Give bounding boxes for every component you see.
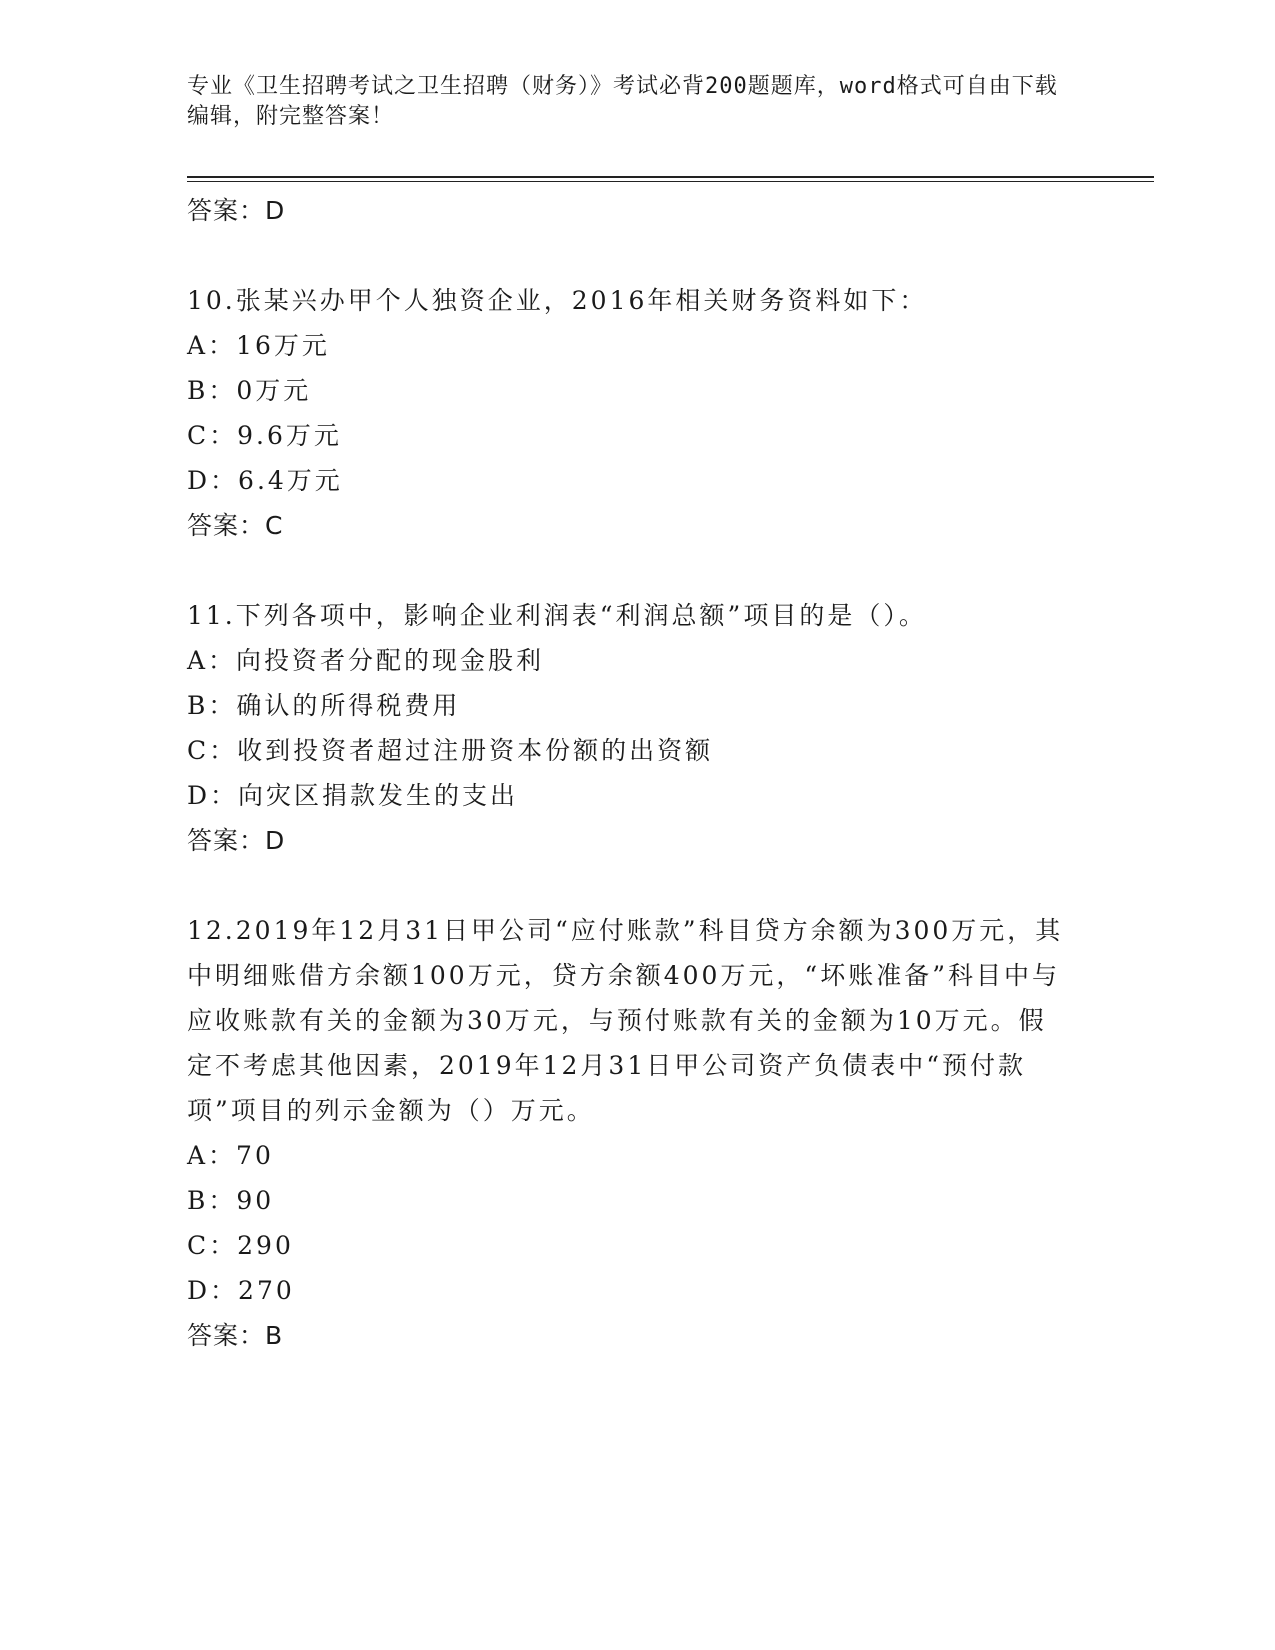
document-header: 专业《卫生招聘考试之卫生招聘（财务）》考试必背200题题库，word格式可自由下载编辑，附完整答案！ [187,74,1058,129]
answer-line: 答案：D [187,196,286,225]
option-d: D：向灾区捐款发生的支出 [187,781,519,810]
option-d: D：6.4万元 [187,466,343,495]
option-c: C：收到投资者超过注册资本份额的出资额 [187,736,714,765]
option-c: C：290 [187,1231,294,1260]
question-block [187,908,1067,1358]
header-divider-thin [187,181,1154,182]
option-c: C：9.6万元 [187,421,342,450]
option-b: B：90 [187,1186,275,1215]
header-divider [187,176,1154,178]
question-stem: 11.下列各项中，影响企业利润表“利润总额”项目的是（）。 [187,601,927,630]
option-a: A：16万元 [187,331,330,360]
answer-line: 答案：C [187,511,284,540]
question-content [187,188,1067,1358]
option-b: B：0万元 [187,376,312,405]
option-a: A：向投资者分配的现金股利 [187,646,545,675]
question-block [187,278,1067,548]
answer-line: 答案：B [187,1321,284,1350]
question-stem: 10.张某兴办甲个人独资企业，2016年相关财务资料如下： [187,286,928,315]
option-d: D：270 [187,1276,295,1305]
answer-line: 答案：D [187,826,286,855]
option-a: A：70 [187,1141,274,1170]
question-stem: 12.2019年12月31日甲公司“应付账款”科目贷方余额为300万元，其中明细账借方余额100万元，贷方余额400万元，“坏账准备”科目中与应收账款有关的金额为30万元，与预付账款有关的金额为10万元。假定不考虑其他因素，2019年12月31日甲公司资产负债表中“预付款项”项目的列示金额为（）万元。 [187,916,1064,1125]
option-b: B：确认的所得税费用 [187,691,461,720]
question-block [187,593,1067,863]
